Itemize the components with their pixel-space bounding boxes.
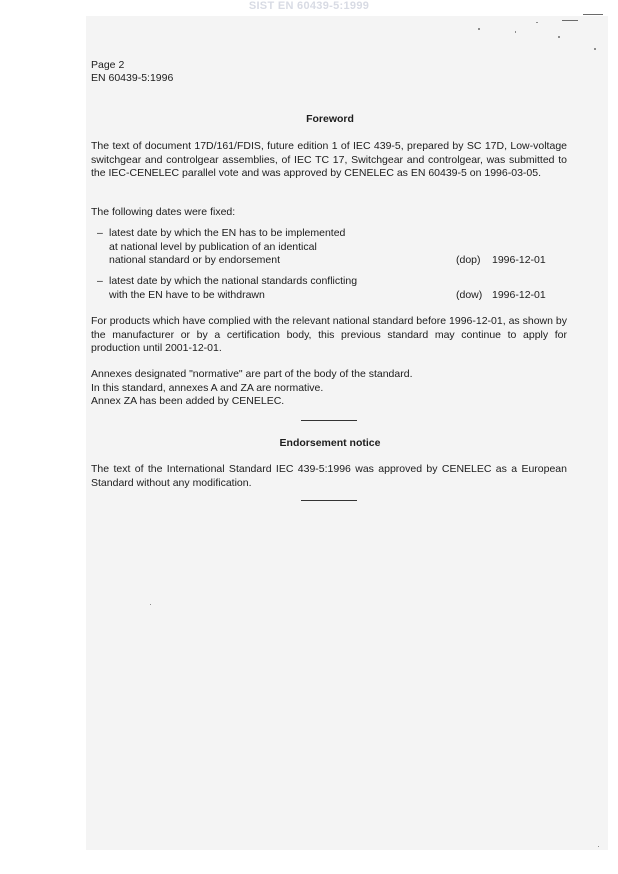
list-dash: – (97, 275, 103, 287)
date-code: (dow) (456, 289, 483, 301)
scan-speck (536, 22, 538, 23)
foreword-intro: The text of document 17D/161/FDIS, future edition 1 of IEC 439-5, prepared by SC 17D, Low-voltage switchgear and controlgear assemblies, of IEC TC 17, Switchgear and controlgear, was submitted to the IEC-CENELEC parallel vote and was approved by CENELEC as EN 60439-5 on 1996-03-05. (91, 140, 567, 179)
date-item-line: with the EN have to be withdrawn (109, 288, 265, 301)
annex-line: Annexes designated "normative" are part of the body of the standard. (91, 368, 413, 380)
annex-line: In this standard, annexes A and ZA are normative. (91, 381, 324, 394)
section-divider (301, 500, 357, 501)
date-item-dow (97, 275, 561, 303)
date-value: 1996-12-01 (492, 289, 546, 301)
scan-speck (150, 604, 151, 605)
date-item-text (109, 275, 409, 302)
foreword-title: Foreword (306, 113, 354, 125)
scan-speck (598, 846, 599, 847)
annex-line: Annex ZA has been added by CENELEC. (91, 395, 285, 407)
page-header (91, 59, 173, 85)
scan-speck (583, 14, 603, 15)
scan-speck (562, 20, 578, 21)
date-item-text (109, 227, 409, 268)
date-item-line: latest date by which the EN has to be implemented (109, 227, 346, 239)
date-item-line: national standard or by endorsement (109, 254, 281, 266)
date-item-dop (97, 227, 561, 269)
date-code: (dop) (456, 254, 481, 266)
date-item-line: latest date by which the national standards conflicting (109, 275, 358, 287)
dates-intro: The following dates were fixed: (91, 206, 236, 218)
scan-speck (515, 31, 516, 33)
endorsement-title: Endorsement notice (279, 437, 381, 449)
endorsement-text: The text of the International Standard IEC 439-5:1996 was approved by CENELEC as a European Standard without any modification. (91, 463, 567, 489)
section-divider (301, 420, 357, 421)
scan-speck (558, 36, 560, 38)
annex-notes (91, 368, 567, 409)
list-dash: – (97, 227, 103, 239)
scan-speck (594, 48, 596, 50)
page-number: Page 2 (91, 59, 125, 71)
date-item-line: at national level by publication of an identical (109, 240, 317, 253)
scan-speck (478, 28, 480, 30)
products-note: For products which have complied with the relevant national standard before 1996-12-01, as shown by the manufacturer or by a certification body, this previous standard may continue to apply for production until 2001-12-01. (91, 315, 567, 354)
watermark: SIST EN 60439-5:1999 (248, 0, 370, 12)
document-id: EN 60439-5:1996 (91, 72, 174, 84)
date-value: 1996-12-01 (492, 254, 546, 266)
